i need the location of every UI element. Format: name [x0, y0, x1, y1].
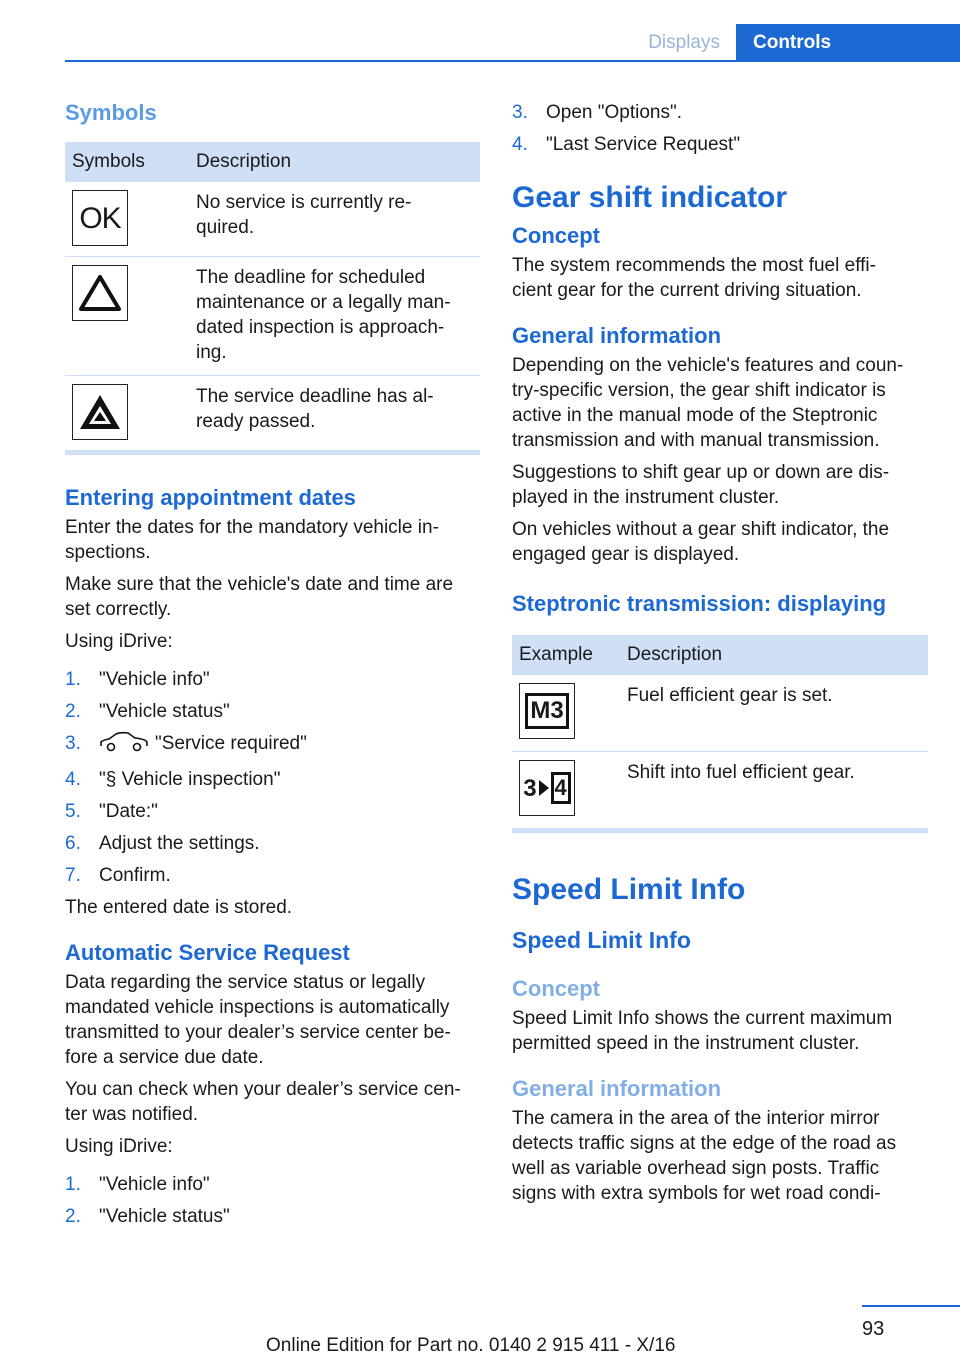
header-chapter-tab: Controls — [736, 24, 960, 61]
list-item: 1. "Vehicle info" — [65, 1174, 210, 1195]
gear-general-heading: General information — [512, 323, 722, 348]
table-cell-description: Fuel efficient gear is set. — [620, 675, 928, 752]
table-row — [512, 675, 928, 752]
header-section-label: Displays — [648, 32, 720, 53]
table-header-example: Example — [512, 635, 620, 675]
list-item: 1. "Vehicle info" — [65, 669, 210, 690]
page-header — [65, 24, 960, 62]
car-icon — [99, 731, 151, 760]
gear-indicator-table — [512, 635, 928, 833]
list-item: 3. Open "Options". — [512, 102, 683, 123]
speed-limit-info-heading: Speed Limit Info — [512, 873, 746, 906]
table-row — [65, 182, 480, 257]
gear-no-indicator-text: On vehicles without a gear shift indicator, the engaged gear is displayed. — [512, 519, 890, 565]
edition-note: Online Edition for Part no. 0140 2 915 411 - X/16 — [266, 1335, 676, 1356]
using-idrive-label: Using iDrive: — [65, 631, 173, 652]
table-row — [65, 376, 480, 453]
ok-icon: OK — [72, 190, 128, 246]
list-item: 5. "Date:" — [65, 801, 158, 822]
gear-concept-heading: Concept — [512, 223, 600, 248]
table-cell-description: The deadline for scheduled maintenance or a legally man- dated inspection is approach- ing. — [189, 257, 480, 376]
appointment-steps-list — [65, 667, 480, 888]
list-item: 2. "Vehicle status" — [65, 1206, 230, 1227]
speed-general-text: The camera in the area of the interior mirror detects traffic signs at the edge of the road as well as variable overhead sign posts. Traffic signs with extra symbols for wet road condi- — [512, 1108, 897, 1204]
appointment-note: Make sure that the vehicle's date and time are set correctly. — [65, 574, 454, 620]
table-row — [65, 257, 480, 376]
warning-triangle-outline-icon — [72, 265, 128, 321]
gear-concept-text: The system recommends the most fuel effi- cient gear for the current driving situation. — [512, 255, 876, 301]
service-symbols-table — [65, 142, 480, 455]
table-cell-description: The service deadline has al- ready passed. — [189, 376, 480, 453]
speed-general-heading: General information — [512, 1076, 722, 1101]
table-header-symbols: Symbols — [65, 142, 189, 182]
table-row — [512, 752, 928, 831]
list-item: 2. "Vehicle status" — [65, 701, 230, 722]
list-item: 4. "Last Service Request" — [512, 134, 741, 155]
appointment-intro: Enter the dates for the mandatory vehicle in- spections. — [65, 517, 439, 563]
list-item: 6. Adjust the settings. — [65, 833, 260, 854]
speed-concept-heading: Concept — [512, 976, 600, 1001]
left-column — [65, 100, 480, 1236]
using-idrive-label: Using iDrive: — [65, 1136, 173, 1157]
gear-suggestions-text: Suggestions to shift gear up or down are dis- played in the instrument cluster. — [512, 462, 890, 508]
footer-rule — [862, 1305, 960, 1307]
symbols-heading: Symbols — [65, 100, 157, 125]
table-cell-description: No service is currently re- quired. — [189, 182, 480, 257]
asr-steps-list — [65, 1172, 480, 1229]
table-header-row — [512, 635, 928, 675]
gear-general-text: Depending on the vehicle's features and coun- try-specific version, the gear shift indicator is active in the manual mode of the Steptronic transmission and with manual transmission. — [512, 355, 904, 451]
steptronic-heading: Steptronic transmission: displaying — [512, 591, 887, 616]
m3-gear-icon: M3 — [519, 683, 575, 739]
speed-limit-info-subheading: Speed Limit Info — [512, 927, 691, 953]
list-item: 3. "Service required" — [65, 731, 480, 760]
right-column — [512, 100, 928, 1213]
table-header-row — [65, 142, 480, 182]
gear-shift-heading: Gear shift indicator — [512, 181, 788, 214]
appointment-dates-heading: Entering appointment dates — [65, 485, 356, 510]
stored-note: The entered date is stored. — [65, 897, 293, 918]
list-item: 7. Confirm. — [65, 865, 171, 886]
asr-check-note: You can check when your dealer’s service cen- ter was notified. — [65, 1079, 461, 1125]
asr-steps-continued-list — [512, 100, 928, 157]
shift-3-to-4-icon: 3 4 — [519, 760, 575, 816]
speed-concept-text: Speed Limit Info shows the current maximum permitted speed in the instrument cluster. — [512, 1008, 893, 1054]
list-item: 4. "§ Vehicle inspection" — [65, 769, 281, 790]
asr-heading: Automatic Service Request — [65, 940, 350, 965]
table-header-description: Description — [189, 142, 480, 182]
page-number: 93 — [862, 1318, 885, 1340]
warning-triangle-filled-icon — [72, 384, 128, 440]
table-header-description: Description — [620, 635, 928, 675]
asr-description: Data regarding the service status or legally mandated vehicle inspections is automatically transmitted to your dealer’s service center be- fore a service due date. — [65, 972, 451, 1068]
table-cell-description: Shift into fuel efficient gear. — [620, 752, 928, 831]
